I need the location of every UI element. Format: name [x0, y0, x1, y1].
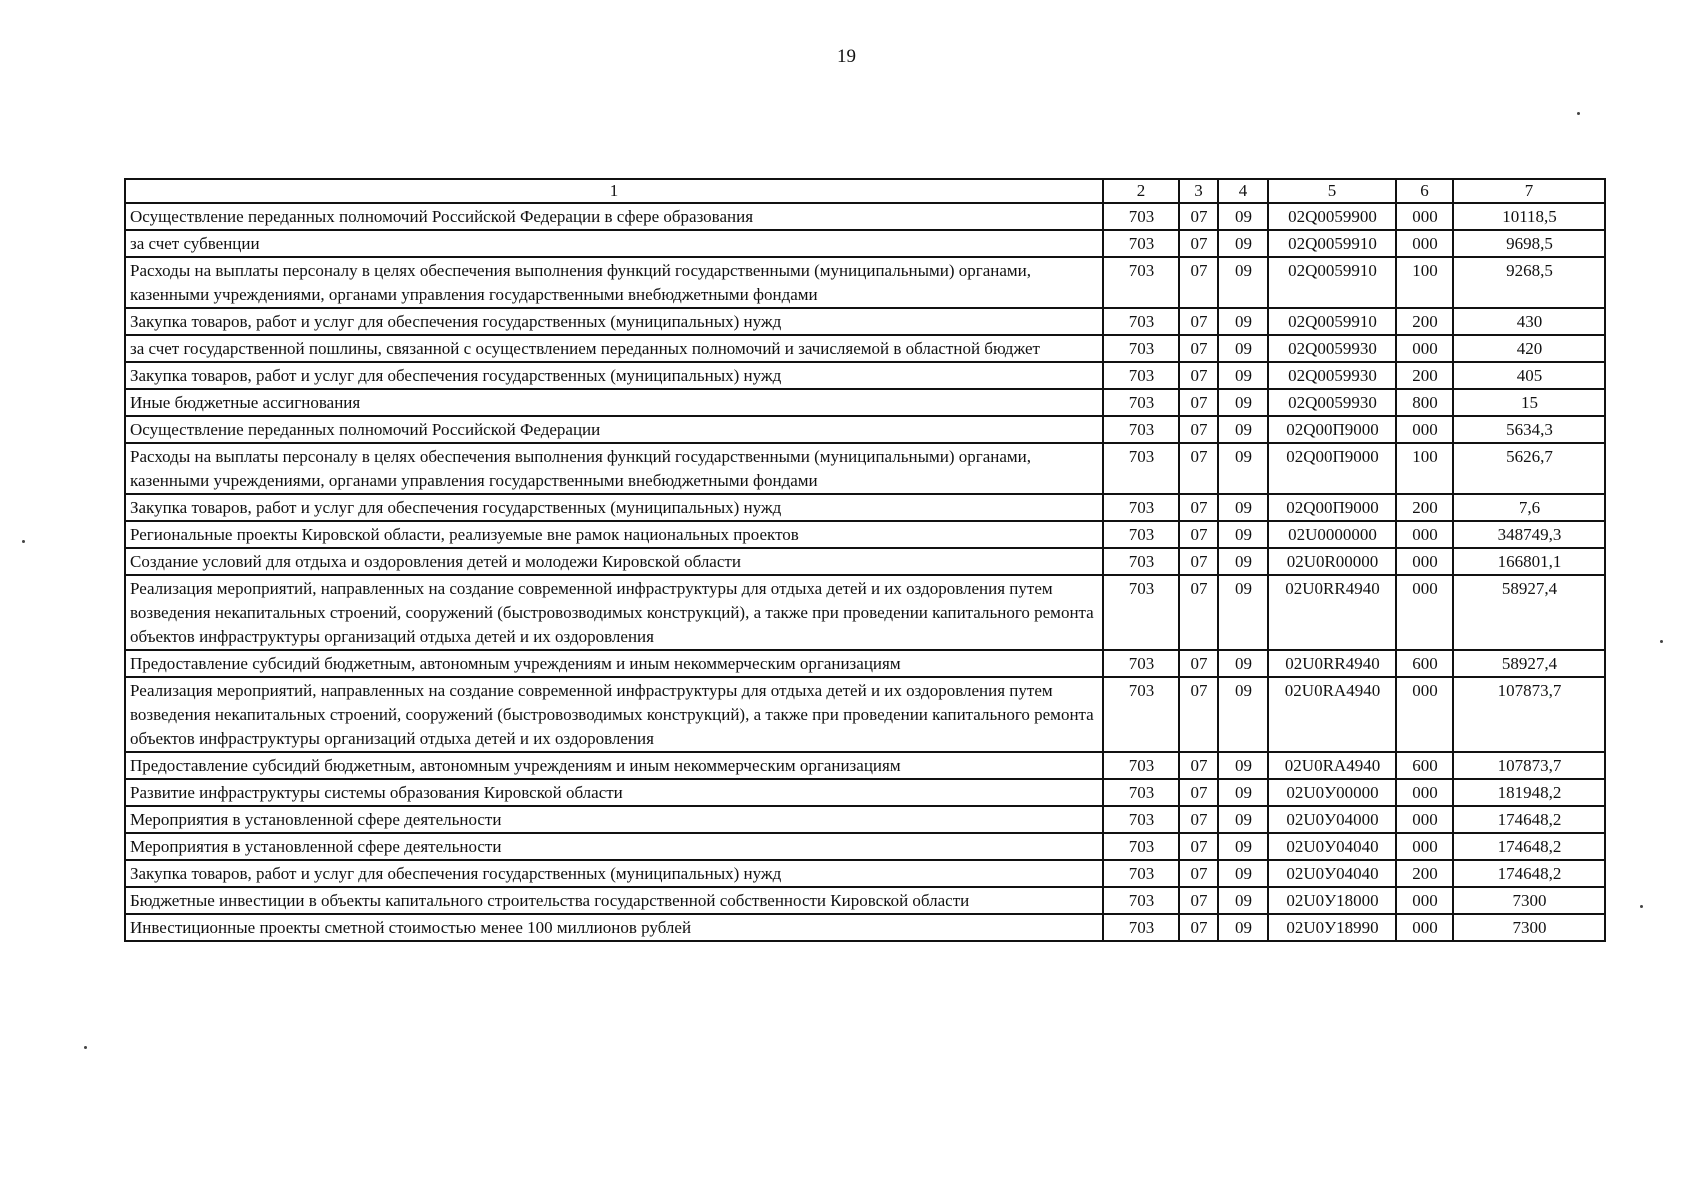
row-code-cell: 200	[1396, 860, 1453, 887]
row-code-cell: 000	[1396, 833, 1453, 860]
table-row	[125, 677, 1605, 752]
row-code-cell: 09	[1218, 389, 1268, 416]
row-code-cell: 15	[1453, 389, 1605, 416]
row-code-cell: 174648,2	[1453, 833, 1605, 860]
row-code-cell: 09	[1218, 521, 1268, 548]
table-row	[125, 806, 1605, 833]
row-code-cell: 02Q0059930	[1268, 389, 1396, 416]
row-name-cell: Реализация мероприятий, направленных на создание современной инфраструктуры для отдыха детей и их оздоровления путем возведения некапитальных строений, сооружений (быстровозводимых конструкций), а также при проведении капитального ремонта объектов инфраструктуры организаций отдыха детей и их оздоровления	[125, 575, 1103, 650]
row-code-cell: 703	[1103, 860, 1179, 887]
table-row	[125, 575, 1605, 650]
row-code-cell: 420	[1453, 335, 1605, 362]
table-row	[125, 308, 1605, 335]
row-code-cell: 09	[1218, 779, 1268, 806]
row-code-cell: 02Q0059910	[1268, 230, 1396, 257]
row-code-cell: 09	[1218, 752, 1268, 779]
row-code-cell: 09	[1218, 257, 1268, 308]
row-code-cell: 7300	[1453, 887, 1605, 914]
row-code-cell: 7,6	[1453, 494, 1605, 521]
row-code-cell: 174648,2	[1453, 860, 1605, 887]
row-code-cell: 107873,7	[1453, 677, 1605, 752]
table-row	[125, 521, 1605, 548]
row-code-cell: 703	[1103, 443, 1179, 494]
row-code-cell: 09	[1218, 335, 1268, 362]
row-name-cell: за счет субвенции	[125, 230, 1103, 257]
table-row	[125, 416, 1605, 443]
row-code-cell: 200	[1396, 308, 1453, 335]
row-code-cell: 703	[1103, 548, 1179, 575]
table-row	[125, 335, 1605, 362]
row-code-cell: 02U0RA4940	[1268, 677, 1396, 752]
row-code-cell: 02Q0059930	[1268, 362, 1396, 389]
row-code-cell: 07	[1179, 494, 1218, 521]
row-name-cell: Региональные проекты Кировской области, реализуемые вне рамок национальных проектов	[125, 521, 1103, 548]
row-code-cell: 703	[1103, 779, 1179, 806]
row-name-cell: Закупка товаров, работ и услуг для обеспечения государственных (муниципальных) нужд	[125, 494, 1103, 521]
row-code-cell: 000	[1396, 230, 1453, 257]
row-code-cell: 000	[1396, 887, 1453, 914]
row-code-cell: 166801,1	[1453, 548, 1605, 575]
row-name-cell: Осуществление переданных полномочий Российской Федерации	[125, 416, 1103, 443]
row-code-cell: 07	[1179, 833, 1218, 860]
row-code-cell: 09	[1218, 494, 1268, 521]
row-code-cell: 703	[1103, 335, 1179, 362]
row-name-cell: Создание условий для отдыха и оздоровления детей и молодежи Кировской области	[125, 548, 1103, 575]
row-code-cell: 09	[1218, 548, 1268, 575]
row-code-cell: 703	[1103, 677, 1179, 752]
scan-speck	[1660, 640, 1663, 643]
row-name-cell: Инвестиционные проекты сметной стоимостью менее 100 миллионов рублей	[125, 914, 1103, 941]
row-code-cell: 02U0RR4940	[1268, 650, 1396, 677]
row-name-cell: Мероприятия в установленной сфере деятельности	[125, 833, 1103, 860]
row-code-cell: 703	[1103, 389, 1179, 416]
row-code-cell: 07	[1179, 575, 1218, 650]
row-code-cell: 07	[1179, 335, 1218, 362]
table-row	[125, 914, 1605, 941]
row-code-cell: 000	[1396, 779, 1453, 806]
row-name-cell: Мероприятия в установленной сфере деятельности	[125, 806, 1103, 833]
row-code-cell: 703	[1103, 650, 1179, 677]
row-code-cell: 000	[1396, 416, 1453, 443]
row-code-cell: 07	[1179, 677, 1218, 752]
row-code-cell: 07	[1179, 362, 1218, 389]
row-code-cell: 09	[1218, 443, 1268, 494]
header-cell: 4	[1218, 179, 1268, 203]
row-code-cell: 703	[1103, 914, 1179, 941]
row-name-cell: за счет государственной пошлины, связанной с осуществлением переданных полномочий и зачисляемой в областной бюджет	[125, 335, 1103, 362]
row-code-cell: 181948,2	[1453, 779, 1605, 806]
header-cell: 5	[1268, 179, 1396, 203]
row-code-cell: 703	[1103, 575, 1179, 650]
row-code-cell: 58927,4	[1453, 575, 1605, 650]
row-code-cell: 703	[1103, 887, 1179, 914]
row-code-cell: 174648,2	[1453, 806, 1605, 833]
row-code-cell: 02Q0059910	[1268, 257, 1396, 308]
row-code-cell: 09	[1218, 203, 1268, 230]
row-code-cell: 200	[1396, 494, 1453, 521]
row-name-cell: Предоставление субсидий бюджетным, автономным учреждениям и иным некоммерческим организациям	[125, 650, 1103, 677]
row-code-cell: 02U0R00000	[1268, 548, 1396, 575]
row-code-cell: 07	[1179, 860, 1218, 887]
table-row	[125, 362, 1605, 389]
row-code-cell: 07	[1179, 389, 1218, 416]
row-code-cell: 5626,7	[1453, 443, 1605, 494]
row-code-cell: 09	[1218, 677, 1268, 752]
row-code-cell: 7300	[1453, 914, 1605, 941]
row-code-cell: 02U0У18990	[1268, 914, 1396, 941]
table-row	[125, 230, 1605, 257]
row-code-cell: 09	[1218, 416, 1268, 443]
row-code-cell: 09	[1218, 914, 1268, 941]
header-cell: 1	[125, 179, 1103, 203]
header-cell: 7	[1453, 179, 1605, 203]
row-name-cell: Расходы на выплаты персоналу в целях обеспечения выполнения функций государственными (муниципальными) органами, казенными учреждениями, органами управления государственными внебюджетными фондами	[125, 443, 1103, 494]
row-code-cell: 07	[1179, 257, 1218, 308]
page-number: 19	[837, 46, 856, 67]
row-name-cell: Развитие инфраструктуры системы образования Кировской области	[125, 779, 1103, 806]
row-code-cell: 09	[1218, 230, 1268, 257]
row-code-cell: 703	[1103, 257, 1179, 308]
table-row	[125, 650, 1605, 677]
row-code-cell: 02Q0059900	[1268, 203, 1396, 230]
row-code-cell: 703	[1103, 833, 1179, 860]
row-name-cell: Закупка товаров, работ и услуг для обеспечения государственных (муниципальных) нужд	[125, 860, 1103, 887]
row-code-cell: 09	[1218, 362, 1268, 389]
row-code-cell: 703	[1103, 752, 1179, 779]
row-code-cell: 02U0У18000	[1268, 887, 1396, 914]
scan-speck	[84, 1046, 87, 1049]
row-code-cell: 07	[1179, 230, 1218, 257]
table-row	[125, 887, 1605, 914]
row-code-cell: 600	[1396, 650, 1453, 677]
table-row	[125, 779, 1605, 806]
table-row	[125, 443, 1605, 494]
row-code-cell: 07	[1179, 203, 1218, 230]
row-code-cell: 000	[1396, 677, 1453, 752]
row-code-cell: 09	[1218, 575, 1268, 650]
row-name-cell: Предоставление субсидий бюджетным, автономным учреждениям и иным некоммерческим организациям	[125, 752, 1103, 779]
row-code-cell: 10118,5	[1453, 203, 1605, 230]
row-code-cell: 02U0У04040	[1268, 833, 1396, 860]
row-code-cell: 07	[1179, 416, 1218, 443]
row-code-cell: 000	[1396, 203, 1453, 230]
row-code-cell: 000	[1396, 575, 1453, 650]
row-code-cell: 09	[1218, 806, 1268, 833]
table-row	[125, 494, 1605, 521]
row-code-cell: 02U0RR4940	[1268, 575, 1396, 650]
row-code-cell: 07	[1179, 752, 1218, 779]
row-name-cell: Расходы на выплаты персоналу в целях обеспечения выполнения функций государственными (муниципальными) органами, казенными учреждениями, органами управления государственными внебюджетными фондами	[125, 257, 1103, 308]
table-row	[125, 752, 1605, 779]
header-cell: 3	[1179, 179, 1218, 203]
row-code-cell: 703	[1103, 308, 1179, 335]
row-code-cell: 07	[1179, 779, 1218, 806]
scan-speck	[1577, 112, 1580, 115]
row-code-cell: 07	[1179, 806, 1218, 833]
row-code-cell: 09	[1218, 308, 1268, 335]
scan-speck	[1640, 905, 1643, 908]
row-code-cell: 600	[1396, 752, 1453, 779]
row-name-cell: Осуществление переданных полномочий Российской Федерации в сфере образования	[125, 203, 1103, 230]
row-code-cell: 07	[1179, 914, 1218, 941]
scan-speck	[22, 540, 25, 543]
row-code-cell: 107873,7	[1453, 752, 1605, 779]
row-code-cell: 000	[1396, 914, 1453, 941]
row-code-cell: 02U0У00000	[1268, 779, 1396, 806]
row-code-cell: 703	[1103, 494, 1179, 521]
row-code-cell: 02Q0059930	[1268, 335, 1396, 362]
row-code-cell: 703	[1103, 362, 1179, 389]
row-name-cell: Реализация мероприятий, направленных на создание современной инфраструктуры для отдыха детей и их оздоровления путем возведения некапитальных строений, сооружений (быстровозводимых конструкций), а также при проведении капитального ремонта объектов инфраструктуры организаций отдыха детей и их оздоровления	[125, 677, 1103, 752]
row-code-cell: 02U0RA4940	[1268, 752, 1396, 779]
row-code-cell: 9268,5	[1453, 257, 1605, 308]
row-code-cell: 800	[1396, 389, 1453, 416]
row-code-cell: 07	[1179, 887, 1218, 914]
row-code-cell: 02Q0059910	[1268, 308, 1396, 335]
row-code-cell: 000	[1396, 335, 1453, 362]
row-code-cell: 02Q00П9000	[1268, 494, 1396, 521]
table-row	[125, 548, 1605, 575]
row-code-cell: 703	[1103, 521, 1179, 548]
row-code-cell: 09	[1218, 650, 1268, 677]
row-code-cell: 02U0000000	[1268, 521, 1396, 548]
row-code-cell: 07	[1179, 443, 1218, 494]
row-code-cell: 09	[1218, 833, 1268, 860]
row-code-cell: 07	[1179, 650, 1218, 677]
row-code-cell: 405	[1453, 362, 1605, 389]
table-header-row	[125, 179, 1605, 203]
row-code-cell: 02Q00П9000	[1268, 416, 1396, 443]
row-code-cell: 000	[1396, 521, 1453, 548]
table-row	[125, 860, 1605, 887]
row-code-cell: 703	[1103, 806, 1179, 833]
row-code-cell: 02Q00П9000	[1268, 443, 1396, 494]
row-code-cell: 200	[1396, 362, 1453, 389]
row-code-cell: 703	[1103, 203, 1179, 230]
table-row	[125, 389, 1605, 416]
table-row	[125, 257, 1605, 308]
row-name-cell: Закупка товаров, работ и услуг для обеспечения государственных (муниципальных) нужд	[125, 308, 1103, 335]
row-name-cell: Бюджетные инвестиции в объекты капитального строительства государственной собственности Кировской области	[125, 887, 1103, 914]
table-row	[125, 833, 1605, 860]
row-code-cell: 58927,4	[1453, 650, 1605, 677]
row-code-cell: 02U0У04000	[1268, 806, 1396, 833]
row-code-cell: 000	[1396, 806, 1453, 833]
budget-table	[124, 178, 1606, 942]
row-name-cell: Иные бюджетные ассигнования	[125, 389, 1103, 416]
table-row	[125, 203, 1605, 230]
row-code-cell: 07	[1179, 521, 1218, 548]
row-code-cell: 5634,3	[1453, 416, 1605, 443]
row-code-cell: 348749,3	[1453, 521, 1605, 548]
row-code-cell: 09	[1218, 887, 1268, 914]
row-code-cell: 07	[1179, 308, 1218, 335]
row-code-cell: 430	[1453, 308, 1605, 335]
row-code-cell: 000	[1396, 548, 1453, 575]
row-code-cell: 9698,5	[1453, 230, 1605, 257]
row-code-cell: 02U0У04040	[1268, 860, 1396, 887]
row-name-cell: Закупка товаров, работ и услуг для обеспечения государственных (муниципальных) нужд	[125, 362, 1103, 389]
row-code-cell: 100	[1396, 257, 1453, 308]
row-code-cell: 09	[1218, 860, 1268, 887]
row-code-cell: 100	[1396, 443, 1453, 494]
row-code-cell: 703	[1103, 230, 1179, 257]
row-code-cell: 07	[1179, 548, 1218, 575]
row-code-cell: 703	[1103, 416, 1179, 443]
header-cell: 6	[1396, 179, 1453, 203]
header-cell: 2	[1103, 179, 1179, 203]
